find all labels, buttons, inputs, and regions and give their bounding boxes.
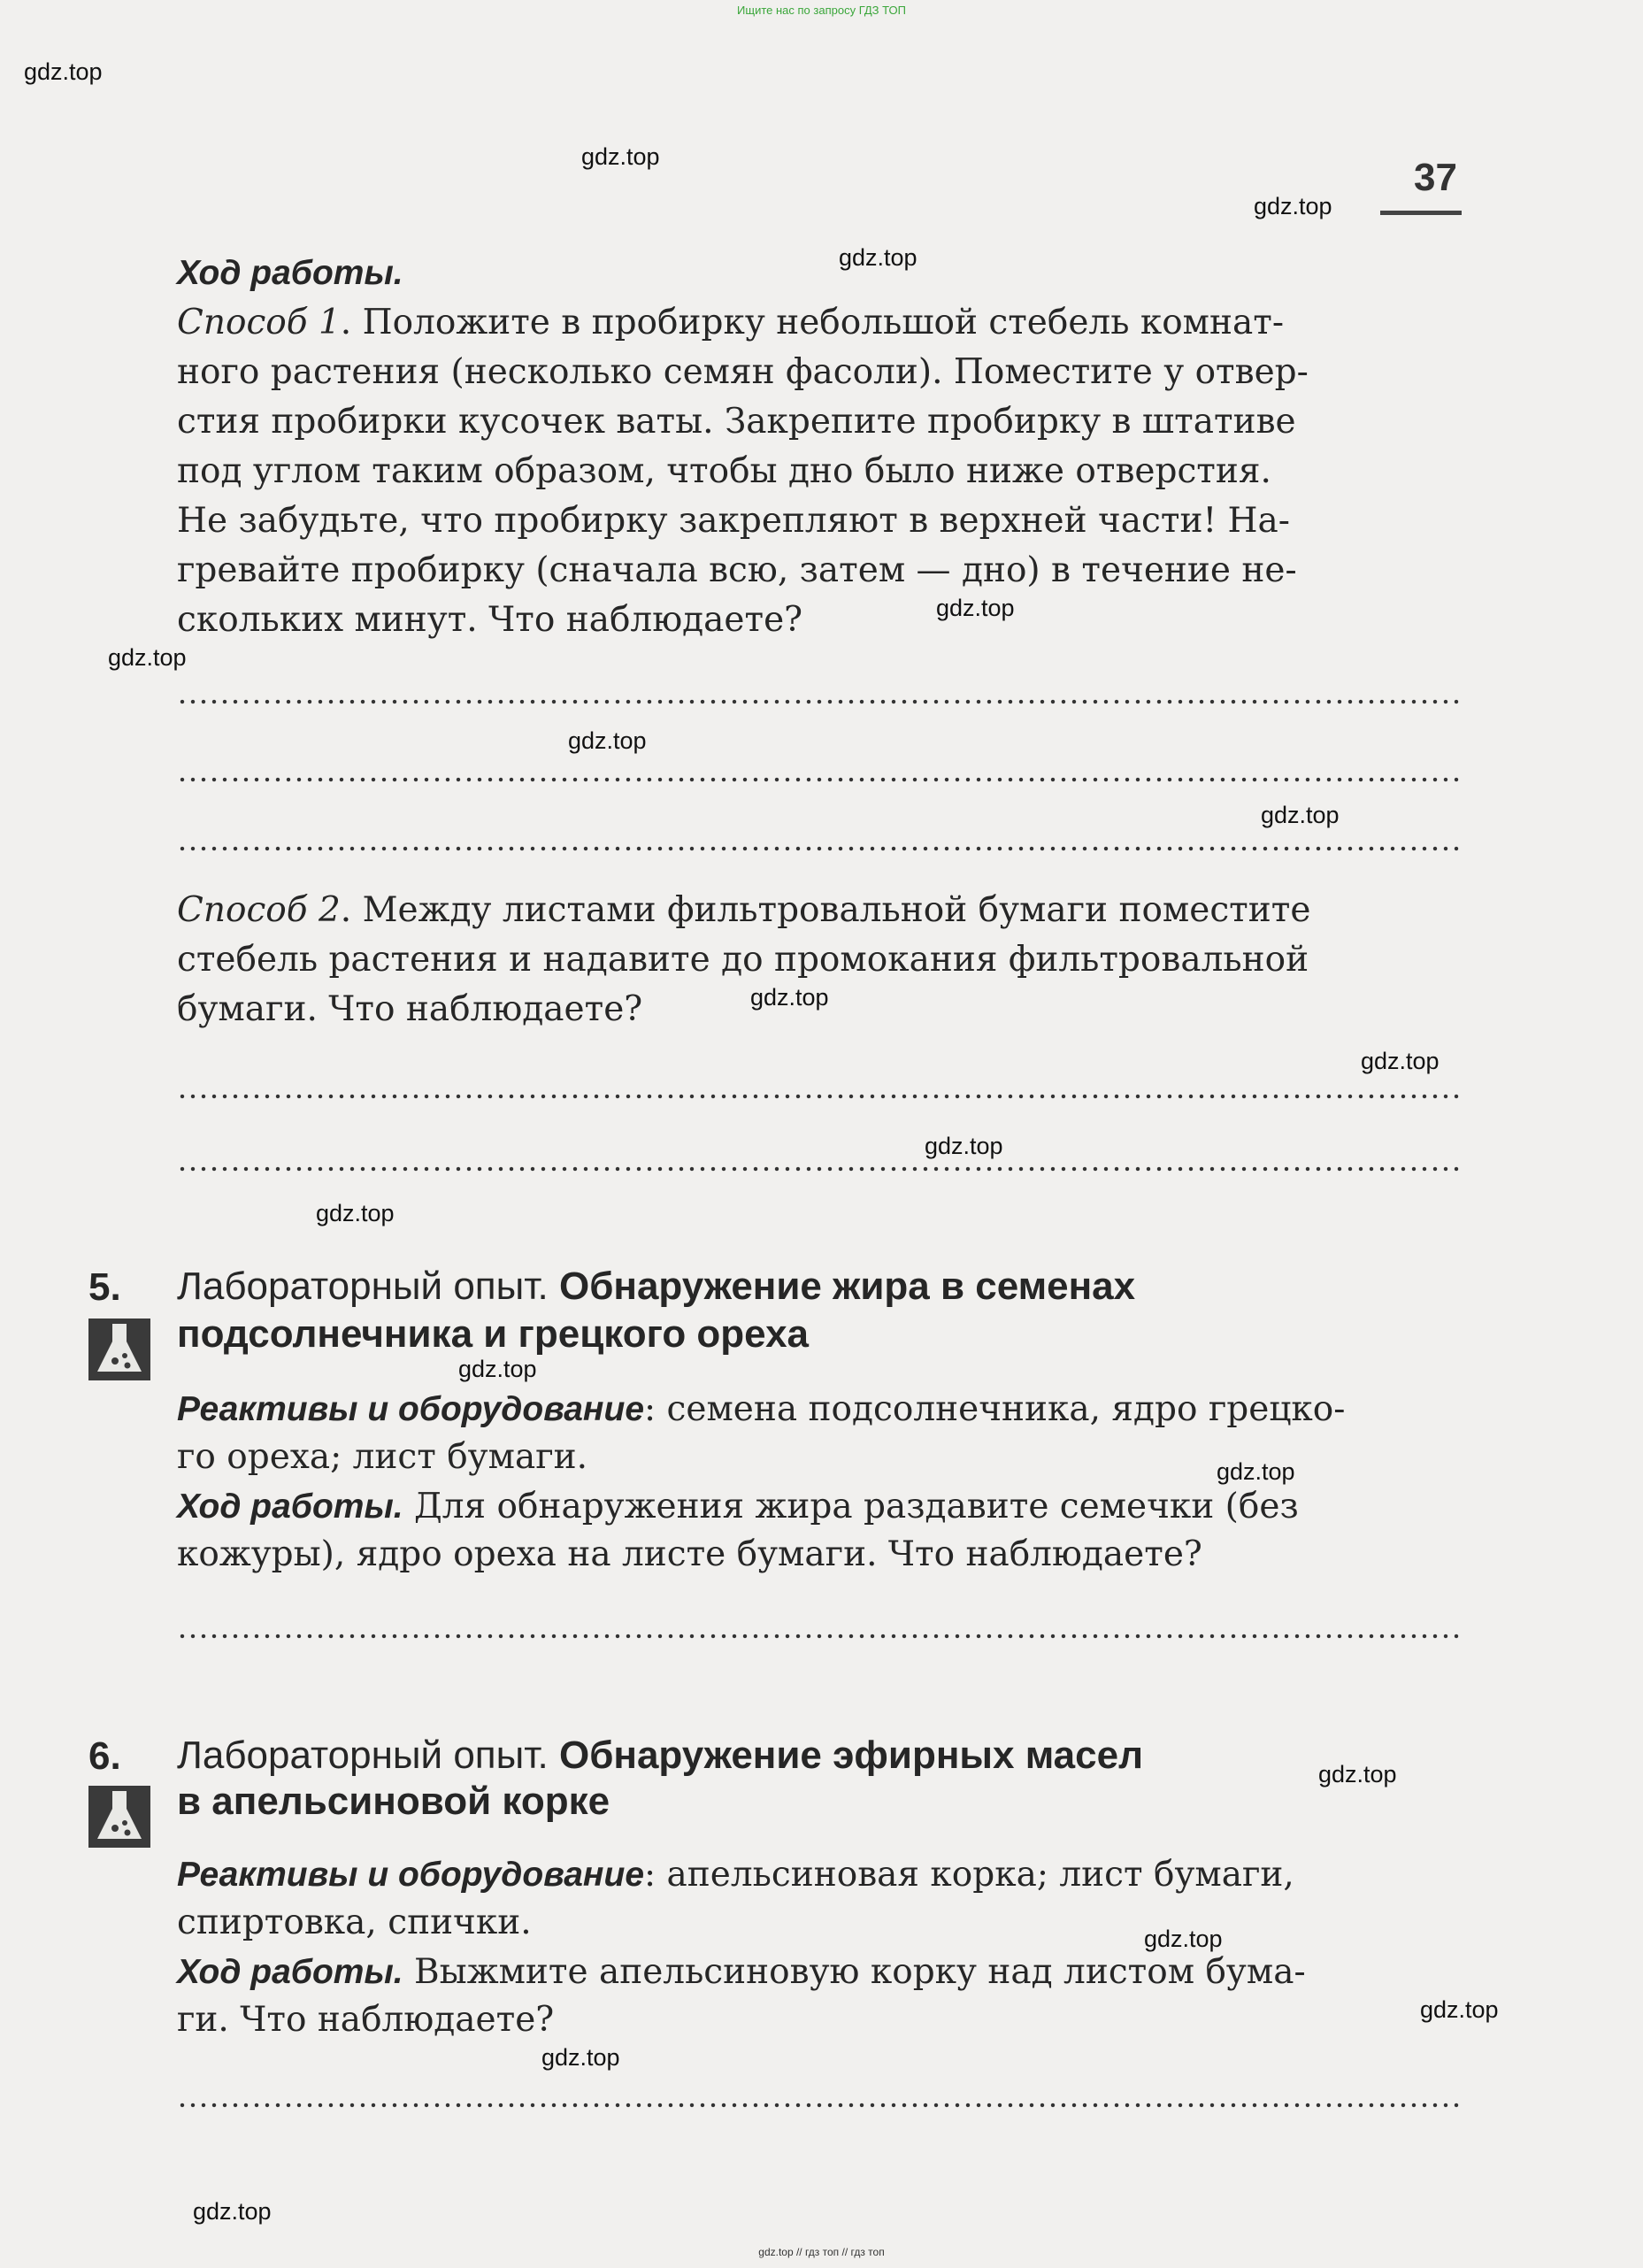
answer-line[interactable] xyxy=(177,699,1462,704)
page-number: 37 xyxy=(1414,156,1457,199)
work-heading: Ход работы. xyxy=(177,254,403,292)
watermark: gdz.top xyxy=(1254,193,1332,219)
answer-line[interactable] xyxy=(177,2103,1462,2108)
method2-line-3: бумаги. Что наблюдаете? xyxy=(177,989,643,1029)
section-5-number: 5. xyxy=(88,1265,121,1309)
section-6-title-line-2: в апельсиновой корке xyxy=(177,1780,610,1823)
watermark: gdz.top xyxy=(936,595,1015,621)
lab-flask-icon xyxy=(88,1319,150,1380)
method1-line-6: гревайте пробирку (сначала всю, затем — дно) в течение не- xyxy=(177,550,1297,590)
section-6-work-line-1: Ход работы. Выжмите апельсиновую корку над листом бума- xyxy=(177,1952,1306,1992)
method1-line-5: Не забудьте, что пробирку закрепляют в верхней части! На- xyxy=(177,501,1290,541)
watermark: gdz.top xyxy=(541,2044,620,2071)
section-5-title-line-1: Лабораторный опыт. Обнаружение жира в семенах xyxy=(177,1265,1136,1308)
watermark: gdz.top xyxy=(1318,1761,1397,1787)
watermark: gdz.top xyxy=(925,1133,1003,1159)
section-5-title-line-2: подсолнечника и грецкого ореха xyxy=(177,1312,810,1356)
watermark: gdz.top xyxy=(1361,1048,1440,1074)
section-6-title-line-1: Лабораторный опыт. Обнаружение эфирных масел xyxy=(177,1734,1144,1777)
section-6-reagents-line-2: спиртовка, спички. xyxy=(177,1903,532,1942)
page-number-rule xyxy=(1380,211,1462,215)
section-6-number: 6. xyxy=(88,1734,121,1778)
watermark: gdz.top xyxy=(108,644,187,671)
answer-line[interactable] xyxy=(177,846,1462,851)
section-5-work-line-2: кожуры), ядро ореха на листе бумаги. Что наблюдаете? xyxy=(177,1534,1202,1574)
section-5-reagents-line-2: го ореха; лист бумаги. xyxy=(177,1437,588,1477)
answer-line[interactable] xyxy=(177,1634,1462,1639)
top-search-link[interactable]: Ищите нас по запросу ГДЗ ТОП xyxy=(737,4,906,17)
method1-line-4: под углом таким образом, чтобы дно было ниже отверстия. xyxy=(177,451,1271,491)
method1-line-1: Способ 1. Положите в пробирку небольшой стебель комнат- xyxy=(177,303,1285,342)
watermark: gdz.top xyxy=(568,727,647,754)
bottom-link[interactable]: gdz.top // гдз топ // гдз топ xyxy=(758,2246,885,2258)
section-6-reagents-line-1: Реактивы и оборудование: апельсиновая корка; лист бумаги, xyxy=(177,1855,1294,1895)
method1-line-7: скольких минут. Что наблюдаете? xyxy=(177,600,803,640)
section-5-work-line-1: Ход работы. Для обнаружения жира раздавите семечки (без xyxy=(177,1487,1299,1526)
method2-line-2: стебель растения и надавите до промокания фильтровальной xyxy=(177,940,1309,980)
method2-line-1: Способ 2. Между листами фильтровальной бумаги поместите xyxy=(177,890,1311,930)
watermark: gdz.top xyxy=(193,2198,272,2225)
watermark: gdz.top xyxy=(1420,1996,1499,2023)
watermark: gdz.top xyxy=(1217,1458,1295,1485)
watermark: gdz.top xyxy=(839,244,917,271)
method1-line-2: ного растения (несколько семян фасоли). Поместите у отвер- xyxy=(177,352,1309,392)
section-6-work-line-2: ги. Что наблюдаете? xyxy=(177,2000,555,2040)
answer-line[interactable] xyxy=(177,1166,1462,1172)
answer-line[interactable] xyxy=(177,1094,1462,1099)
watermark: gdz.top xyxy=(1144,1926,1223,1952)
watermark: gdz.top xyxy=(458,1356,537,1382)
section-5-reagents-line-1: Реактивы и оборудование: семена подсолнечника, ядро грецко- xyxy=(177,1389,1346,1429)
answer-line[interactable] xyxy=(177,777,1462,782)
watermark: gdz.top xyxy=(316,1200,395,1226)
lab-flask-icon xyxy=(88,1786,150,1848)
watermark: gdz.top xyxy=(581,143,660,170)
watermark: gdz.top xyxy=(750,984,829,1011)
method1-line-3: стия пробирки кусочек ваты. Закрепите пробирку в штативе xyxy=(177,402,1296,442)
watermark: gdz.top xyxy=(24,58,103,85)
watermark: gdz.top xyxy=(1261,802,1340,828)
